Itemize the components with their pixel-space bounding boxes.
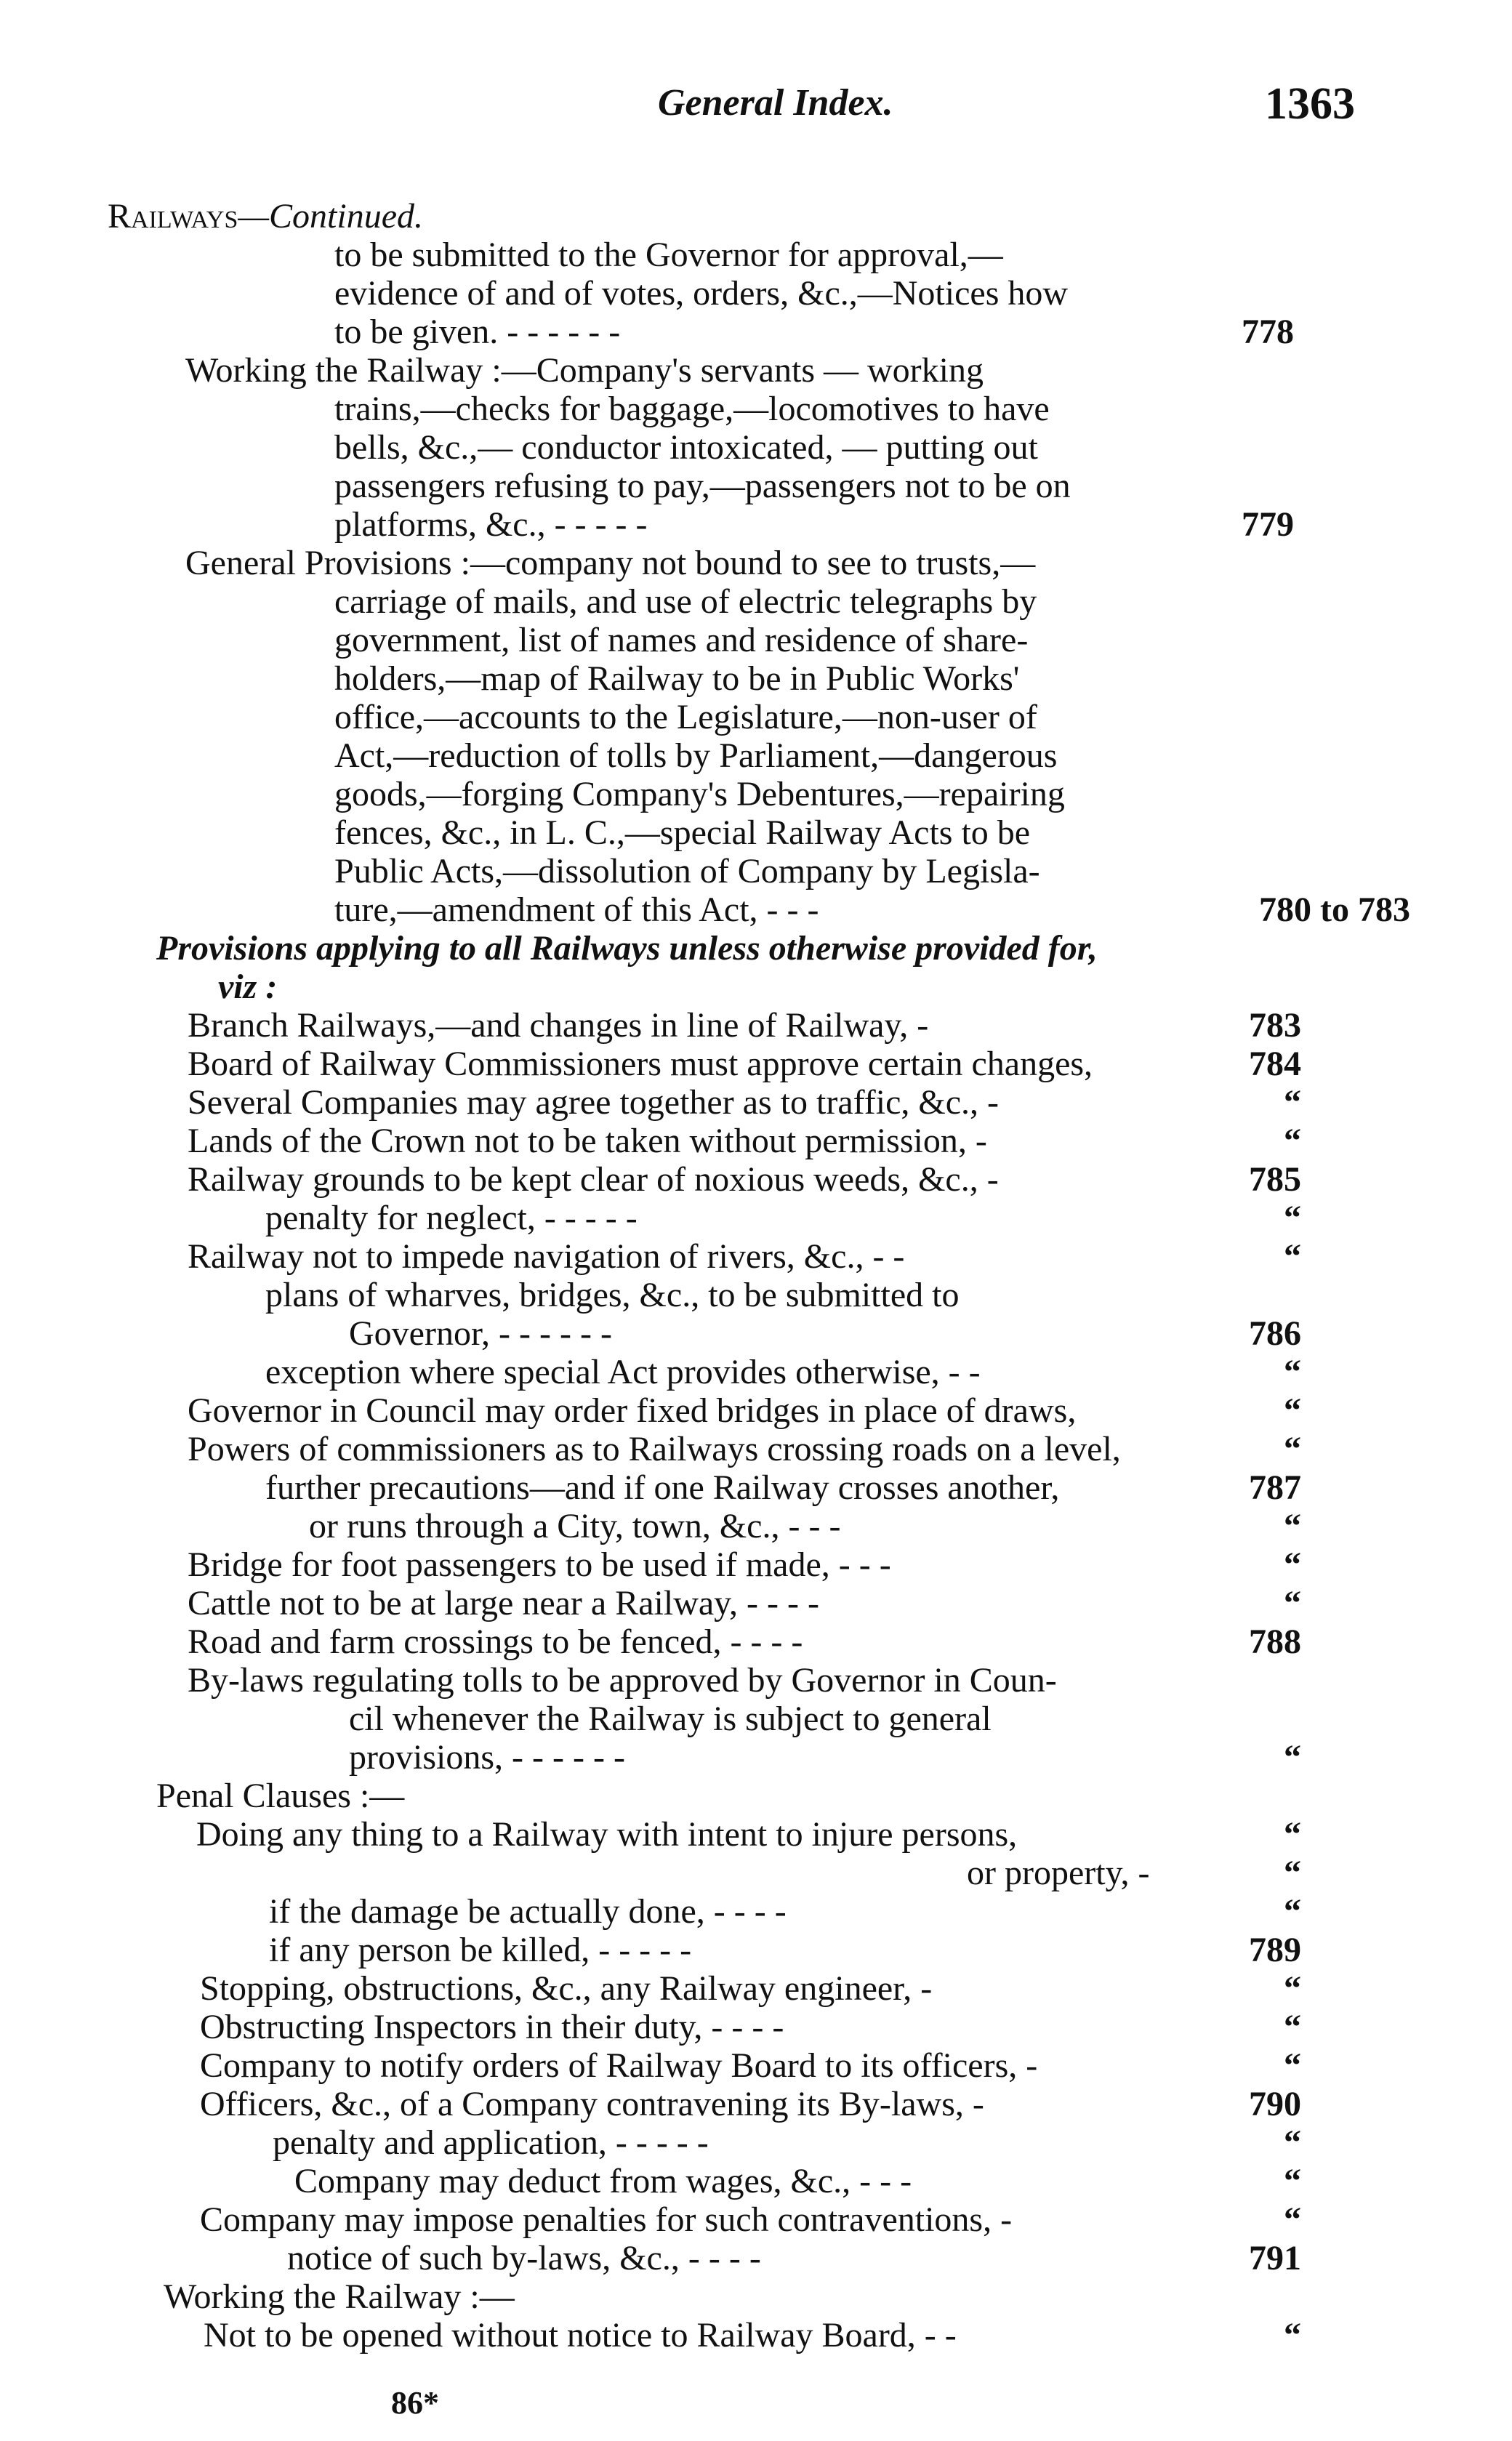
index-line: passengers refusing to pay,—passengers not to be on <box>334 467 1071 505</box>
index-line: Company may impose penalties for such contraventions, - <box>200 2200 1013 2239</box>
signature-mark: 86* <box>391 2385 439 2421</box>
index-line: if any person be killed, - - - - - <box>269 1931 692 1969</box>
page-ref: 778 <box>1242 313 1294 351</box>
index-line: office,—accounts to the Legislature,—non-user of <box>334 698 1037 736</box>
index-line: Bridge for foot passengers to be used if made, - - - <box>188 1545 891 1584</box>
page-ref: “ <box>1284 1083 1301 1122</box>
subsection-heading: Penal Clauses :— <box>156 1777 405 1815</box>
index-line: if the damage be actually done, - - - - <box>269 1892 787 1931</box>
index-line: Not to be opened without notice to Railway Board, - - <box>204 2316 957 2354</box>
index-line: bells, &c.,— conductor intoxicated, — putting out <box>334 428 1038 467</box>
index-line: penalty for neglect, - - - - - <box>265 1199 638 1237</box>
index-line: General Provisions :—company not bound to see to trusts,— <box>185 544 1036 582</box>
page-ref: 788 <box>1249 1622 1301 1661</box>
index-line: By-laws regulating tolls to be approved by Governor in Coun- <box>188 1661 1057 1700</box>
page-ref: 780 to 783 <box>1259 890 1410 929</box>
page-ref: 779 <box>1242 505 1294 544</box>
page-ref: “ <box>1284 1545 1301 1584</box>
page-ref: “ <box>1284 1854 1301 1892</box>
page-ref: “ <box>1284 2200 1301 2239</box>
index-line: Working the Railway :—Company's servants — working <box>185 351 984 390</box>
index-line: Branch Railways,—and changes in line of Railway, - <box>188 1006 929 1045</box>
page-ref: 789 <box>1249 1931 1301 1969</box>
page-ref: “ <box>1284 2046 1301 2085</box>
page-ref: “ <box>1284 2162 1301 2200</box>
page-ref: “ <box>1284 1237 1301 1276</box>
page-ref: 785 <box>1249 1160 1301 1199</box>
index-line: provisions, - - - - - - <box>349 1738 625 1777</box>
section-name: Railways <box>108 197 238 236</box>
index-line: Railway grounds to be kept clear of noxious weeds, &c., - <box>188 1160 999 1199</box>
page-ref: 791 <box>1249 2239 1301 2277</box>
index-line: Obstructing Inspectors in their duty, - - - - <box>200 2008 784 2046</box>
index-line: Several Companies may agree together as to traffic, &c., - <box>188 1083 1000 1122</box>
index-line: fences, &c., in L. C.,—special Railway Acts to be <box>334 813 1031 852</box>
index-line: cil whenever the Railway is subject to general <box>349 1700 992 1738</box>
page-ref: “ <box>1284 1391 1301 1430</box>
index-line: Company may deduct from wages, &c., - - - <box>294 2162 912 2200</box>
page-ref: 787 <box>1249 1468 1301 1507</box>
index-line: Powers of commissioners as to Railways crossing roads on a level, <box>188 1430 1121 1468</box>
page-ref: “ <box>1284 1199 1301 1237</box>
index-line: or runs through a City, town, &c., - - - <box>309 1507 841 1545</box>
index-line: goods,—forging Company's Debentures,—repairing <box>334 775 1065 813</box>
page-ref: “ <box>1284 2123 1301 2162</box>
index-line: Officers, &c., of a Company contravening its By-laws, - <box>200 2085 984 2123</box>
index-line: Lands of the Crown not to be taken without permission, - <box>188 1122 987 1160</box>
index-line: ture,—amendment of this Act, - - - <box>334 890 819 929</box>
page-ref: 784 <box>1249 1045 1301 1083</box>
index-line: Company to notify orders of Railway Board to its officers, - <box>200 2046 1038 2085</box>
subsection-heading: Working the Railway :— <box>164 2277 515 2316</box>
index-line: Governor in Council may order fixed bridges in place of draws, <box>188 1391 1077 1430</box>
index-line: Road and farm crossings to be fenced, - - - - <box>188 1622 803 1661</box>
page-ref: “ <box>1284 2008 1301 2046</box>
index-line: exception where special Act provides otherwise, - - <box>265 1353 981 1391</box>
page-ref: “ <box>1284 1122 1301 1160</box>
index-line: Board of Railway Commissioners must approve certain changes, <box>188 1045 1093 1083</box>
index-line: platforms, &c., - - - - - <box>334 505 648 544</box>
page-ref: “ <box>1284 1430 1301 1468</box>
index-line: Cattle not to be at large near a Railway, - - - - <box>188 1584 819 1622</box>
page-number: 1363 <box>1265 79 1355 129</box>
page-ref: “ <box>1284 1584 1301 1622</box>
index-line: to be submitted to the Governor for approval,— <box>334 236 1003 274</box>
index-line: Doing any thing to a Railway with intent to injure persons, <box>196 1815 1018 1854</box>
index-line: to be given. - - - - - - <box>334 313 621 351</box>
index-line: Stopping, obstructions, &c., any Railway engineer, - <box>200 1969 933 2008</box>
index-line: Public Acts,—dissolution of Company by Legisla- <box>334 852 1040 890</box>
page-ref: “ <box>1284 2316 1301 2354</box>
section-heading <box>108 198 423 236</box>
page-ref: “ <box>1284 1507 1301 1545</box>
index-line: holders,—map of Railway to be in Public Works' <box>334 659 1020 698</box>
index-line: Act,—reduction of tolls by Parliament,—dangerous <box>334 736 1058 775</box>
page-ref: 790 <box>1249 2085 1301 2123</box>
page-ref: “ <box>1284 1353 1301 1391</box>
index-line: Governor, - - - - - - <box>349 1314 612 1353</box>
index-line: trains,—checks for baggage,—locomotives to have <box>334 390 1050 428</box>
running-head: General Index. <box>658 82 893 124</box>
index-line: further precautions—and if one Railway crosses another, <box>265 1468 1060 1507</box>
index-line: government, list of names and residence of share- <box>334 621 1029 659</box>
page-ref: 783 <box>1249 1006 1301 1045</box>
subsection-heading: Provisions applying to all Railways unless otherwise provided for, <box>156 929 1098 968</box>
index-line: viz : <box>218 968 278 1006</box>
section-continued: —Continued. <box>238 197 424 236</box>
page-ref: “ <box>1284 1969 1301 2008</box>
page-ref: 786 <box>1249 1314 1301 1353</box>
index-line: penalty and application, - - - - - <box>273 2123 709 2162</box>
index-line: evidence of and of votes, orders, &c.,—Notices how <box>334 274 1069 313</box>
page-ref: “ <box>1284 1892 1301 1931</box>
page-ref: “ <box>1284 1815 1301 1854</box>
index-line: Railway not to impede navigation of rivers, &c., - - <box>188 1237 905 1276</box>
index-line: notice of such by-laws, &c., - - - - <box>287 2239 761 2277</box>
page-ref: “ <box>1284 1738 1301 1777</box>
index-line: or property, - <box>967 1854 1150 1892</box>
index-line: carriage of mails, and use of electric telegraphs by <box>334 582 1037 621</box>
index-line: plans of wharves, bridges, &c., to be submitted to <box>265 1276 960 1314</box>
